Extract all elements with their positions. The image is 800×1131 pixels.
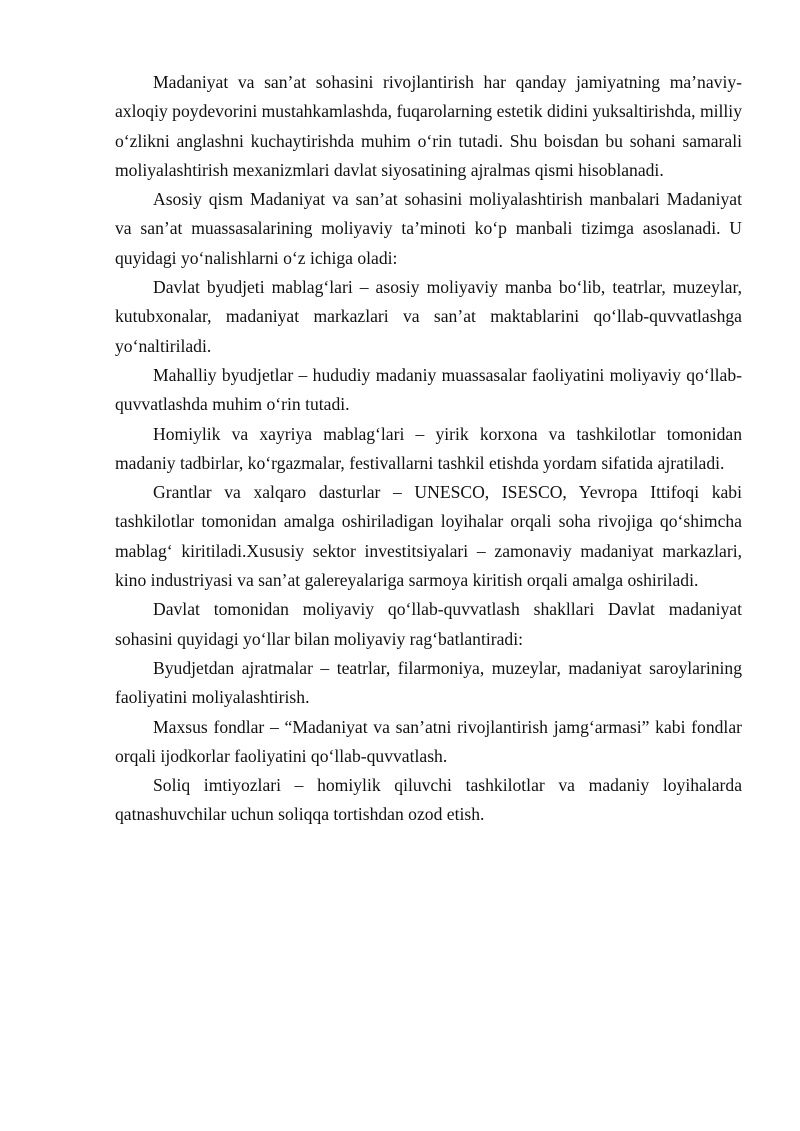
paragraph-local-budgets: Mahalliy byudjetlar – hududiy madaniy muassasalar faoliyatini moliyaviy qo‘llab-quvvatlashda muhim o‘rin tutadi. (115, 364, 742, 415)
paragraph-state-budget: Davlat byudjeti mablag‘lari – asosiy moliyaviy manba bo‘lib, teatrlar, muzeylar, kutubxonalar, madaniyat markazlari va san’at maktablarini qo‘llab-quvvatlashga yo‘naltiriladi. (115, 277, 742, 356)
paragraph-grants: Grantlar va xalqaro dasturlar – UNESCO, ISESCO, Yevropa Ittifoqi kabi tashkilotlar tomonidan amalga oshiriladigan loyihalar orqali soha rivojiga qo‘shimcha mablag‘ kiritiladi.Xususiy sektor investitsiyalari – zamonaviy madaniyat markazlari, kino industriyasi va san’at galereyalariga sarmoya kiritish orqali amalga oshiriladi. (115, 482, 742, 591)
paragraph-budget-allocations: Byudjetdan ajratmalar – teatrlar, filarmoniya, muzeylar, madaniyat saroylarining faoliyatini moliyalashtirish. (115, 657, 742, 708)
paragraph-state-support: Davlat tomonidan moliyaviy qo‘llab-quvvatlash shakllari Davlat madaniyat sohasini quyidagi yo‘llar bilan moliyaviy rag‘batlantiradi: (115, 599, 742, 649)
paragraph-tax-benefits: Soliq imtiyozlari – homiylik qiluvchi tashkilotlar va madaniy loyihalarda qatnashuvchilar uchun soliqqa tortishdan ozod etish. (115, 775, 742, 825)
paragraph-sponsorship: Homiylik va xayriya mablag‘lari – yirik korxona va tashkilotlar tomonidan madaniy tadbirlar, ko‘rgazmalar, festivallarni tashkil etishda yordam sifatida ajratiladi. (115, 423, 742, 473)
paragraph-intro: Madaniyat va san’at sohasini rivojlantirish har qanday jamiyatning ma’naviy-axloqiy poydevorini mustahkamlashda, fuqarolarning estetik didini yuksaltirishda, milliy o‘zlikni anglashni kuchaytirishda muhim o‘rin tutadi. Shu boisdan bu sohani samarali moliyalashtirish mexanizmlari davlat siyosatining ajralmas qismi hisoblanadi. (115, 72, 742, 180)
paragraph-main-section: Asosiy qism Madaniyat va san’at sohasini moliyalashtirish manbalari Madaniyat va san’at muassasalarining moliyaviy ta’minoti ko‘p manbali tizimga asoslanadi. U quyidagi yo‘nalishlarni o‘z ichiga oladi: (115, 189, 742, 268)
paragraph-special-funds: Maxsus fondlar – “Madaniyat va san’atni rivojlantirish jamg‘armasi” kabi fondlar orqali ijodkorlar faoliyatini qo‘llab-quvvatlash. (115, 716, 742, 766)
document-body (115, 68, 742, 830)
